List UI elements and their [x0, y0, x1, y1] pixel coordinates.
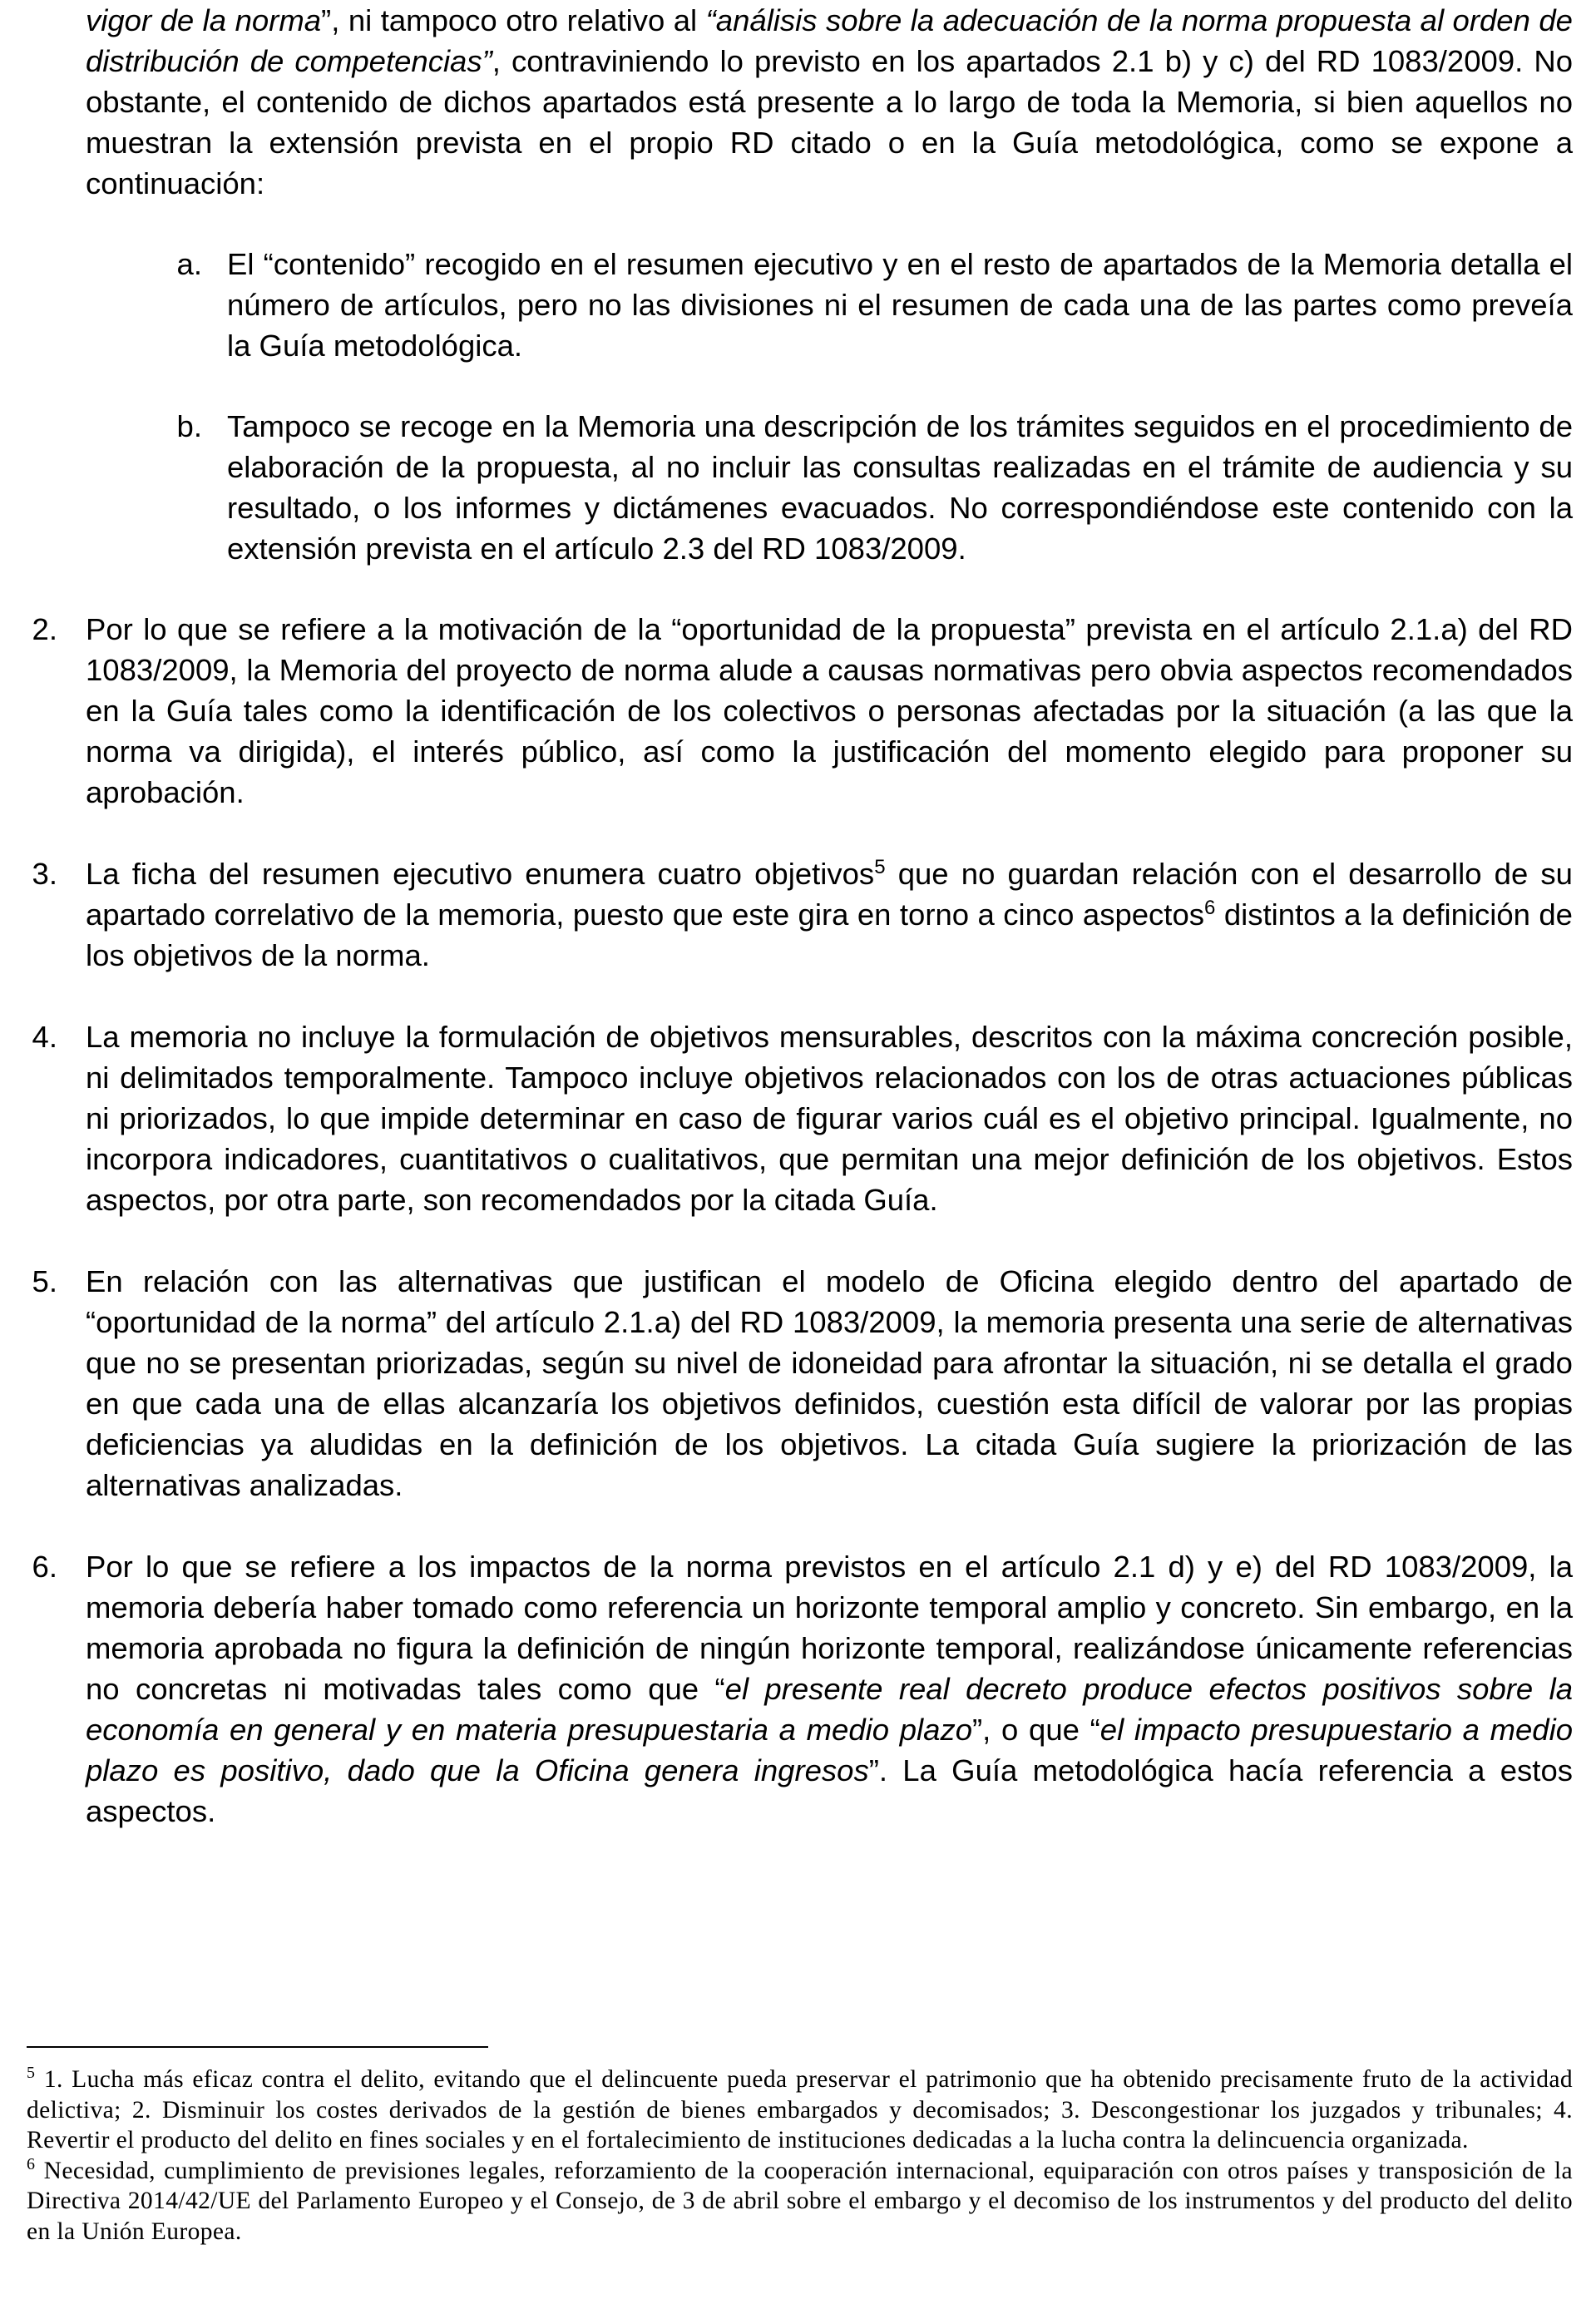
list-item-4 — [32, 1016, 1573, 1220]
item-text-part: que no guardan relación con el desarrollo de su apartado correlativo de la memoria, puesto que este gira en torno a cinco aspectos — [86, 857, 1573, 932]
item-text: En relación con las alternativas que justifican el modelo de Oficina elegido dentro del apartado de “oportunidad de la norma” del artículo 2.1.a) del RD 1083/2009, la memoria presenta una serie de alternativas que no se presentan priorizadas, según su nivel de idoneidad para afrontar la situación, ni se detalla el grado en que cada una de ellas alcanzaría los objetivos definidos, cuestión esta difícil de valorar por las propias deficiencias ya aludidas en la definición de los objetivos. La citada Guía sugiere la priorización de las alternativas analizadas. — [86, 1264, 1573, 1502]
item-text: La memoria no incluye la formulación de objetivos mensurables, descritos con la máxima concreción posible, ni delimitados temporalmente. Tampoco incluye objetivos relacionados con los de otras actuaciones públicas ni priorizados, lo que impide determinar en caso de figurar varios cuál es el objetivo principal. Igualmente, no incorpora indicadores, cuantitativos o cualitativos, que permitan una mejor definición de los objetivos. Estos aspectos, por otra parte, son recomendados por la citada Guía. — [86, 1020, 1573, 1217]
item-number: 6. — [32, 1550, 57, 1584]
subitem-b — [136, 406, 1573, 569]
intro-italic-1: vigor de la norma — [86, 3, 322, 37]
item-number: 2. — [32, 612, 57, 646]
footnotes — [27, 2064, 1573, 2247]
footnote-ref-6[interactable]: 6 — [1204, 896, 1216, 919]
item-number: 3. — [32, 857, 57, 891]
item-text-part: La ficha del resumen ejecutivo enumera cuatro objetivos — [86, 857, 875, 891]
subitem-list — [136, 244, 1573, 569]
list-item-3 — [32, 853, 1573, 976]
item-quote: el impacto presupuestario a medio plazo es positivo, dado que la Oficina genera ingresos — [86, 1713, 1574, 1787]
subitem-a — [136, 244, 1573, 366]
subitem-label: a. — [176, 247, 202, 281]
list-item-5 — [32, 1261, 1573, 1506]
item-text — [86, 853, 1573, 976]
list-item-6 — [32, 1546, 1574, 1832]
footnote-6 — [27, 2156, 1573, 2247]
item-number: 5. — [32, 1264, 57, 1298]
intro-italic-2: “análisis sobre la adecuación de la norma propuesta al orden de distribución de competencias” — [86, 3, 1573, 78]
item-text — [86, 1546, 1573, 1832]
item-text-part: ”, o que “ — [972, 1713, 1100, 1747]
item-text-part: distintos a la definición de los objetivos de la norma. — [86, 897, 1573, 972]
item-quote: el presente real decreto produce efectos positivos sobre la economía en general y en materia presupuestaria a medio plazo — [86, 1672, 1573, 1747]
item-text: Por lo que se refiere a la motivación de la “oportunidad de la propuesta” prevista en el artículo 2.1.a) del RD 1083/2009, la Memoria del proyecto de norma alude a causas normativas pero obvia aspectos recomendados en la Guía tales como la identificación de los colectivos o personas afectadas por la situación (a las que la norma va dirigida), el interés público, así como la justificación del momento elegido para proponer su aprobación. — [86, 612, 1573, 809]
intro-text-1: ”, ni tampoco otro relativo al — [321, 3, 706, 37]
intro-text-2: , contraviniendo lo previsto en los apartados 2.1 b) y c) del RD 1083/2009. No obstante, el contenido de dichos apartados está presente a lo largo de toda la Memoria, si bien aquellos no muestran la extensión prevista en el propio RD citado o en la Guía metodológica, como se expone a continuación: — [86, 44, 1574, 200]
footnote-mark: 6 — [27, 2154, 36, 2173]
footnote-mark: 5 — [27, 2064, 36, 2083]
item-text-part: Por lo que se refiere a los impactos de la norma previstos en el artículo 2.1 d) y e) del RD 1083/2009, la memoria debería haber tomado como referencia un horizonte temporal amplio y concreto. Sin embargo, en la memoria aprobada no figura la definición de ningún horizonte temporal, realizándose únicamente referencias no concretas ni motivadas tales como que “ — [86, 1550, 1573, 1706]
footnote-ref-5[interactable]: 5 — [874, 855, 886, 878]
footnote-text: Necesidad, cumplimiento de previsiones legales, reforzamiento de la cooperación internacional, equiparación con otros países y transposición de la Directiva 2014/42/UE del Parlamento Europeo y el Consejo, de 3 de abril sobre el embargo y el decomiso de los instrumentos y del producto del delito en la Unión Europea. — [27, 2157, 1573, 2245]
intro-paragraph — [86, 0, 1573, 204]
item-number: 4. — [32, 1020, 57, 1054]
subitem-text: Tampoco se recoge en la Memoria una descripción de los trámites seguidos en el procedimiento de elaboración de la propuesta, al no incluir las consultas realizadas en el trámite de audiencia y su resultado, o los informes y dictámenes evacuados. No correspondiéndose este contenido con la extensión prevista en el artículo 2.3 del RD 1083/2009. — [227, 409, 1573, 566]
footnote-separator — [27, 2046, 488, 2048]
footnote-5 — [27, 2064, 1573, 2156]
subitem-text: El “contenido” recogido en el resumen ejecutivo y en el resto de apartados de la Memoria detalla el número de artículos, pero no las divisiones ni el resumen de cada una de las partes como preveía la Guía metodológica. — [227, 247, 1573, 363]
subitem-label: b. — [176, 409, 202, 443]
item-text-part: ”. La Guía metodológica hacía referencia a estos aspectos. — [86, 1753, 1573, 1828]
footnote-text: 1. Lucha más eficaz contra el delito, evitando que el delincuente pueda preservar el patrimonio que ha obtenido precisamente fruto de la actividad delictiva; 2. Disminuir los costes derivados de la gestión de bienes embargados y decomisados; 3. Descongestionar los juzgados y tribunales; 4. Revertir el producto del delito en fines sociales y en el fortalecimiento de instituciones dedicadas a la lucha contra la delincuencia organizada. — [27, 2066, 1573, 2153]
list-item-2 — [32, 609, 1573, 813]
